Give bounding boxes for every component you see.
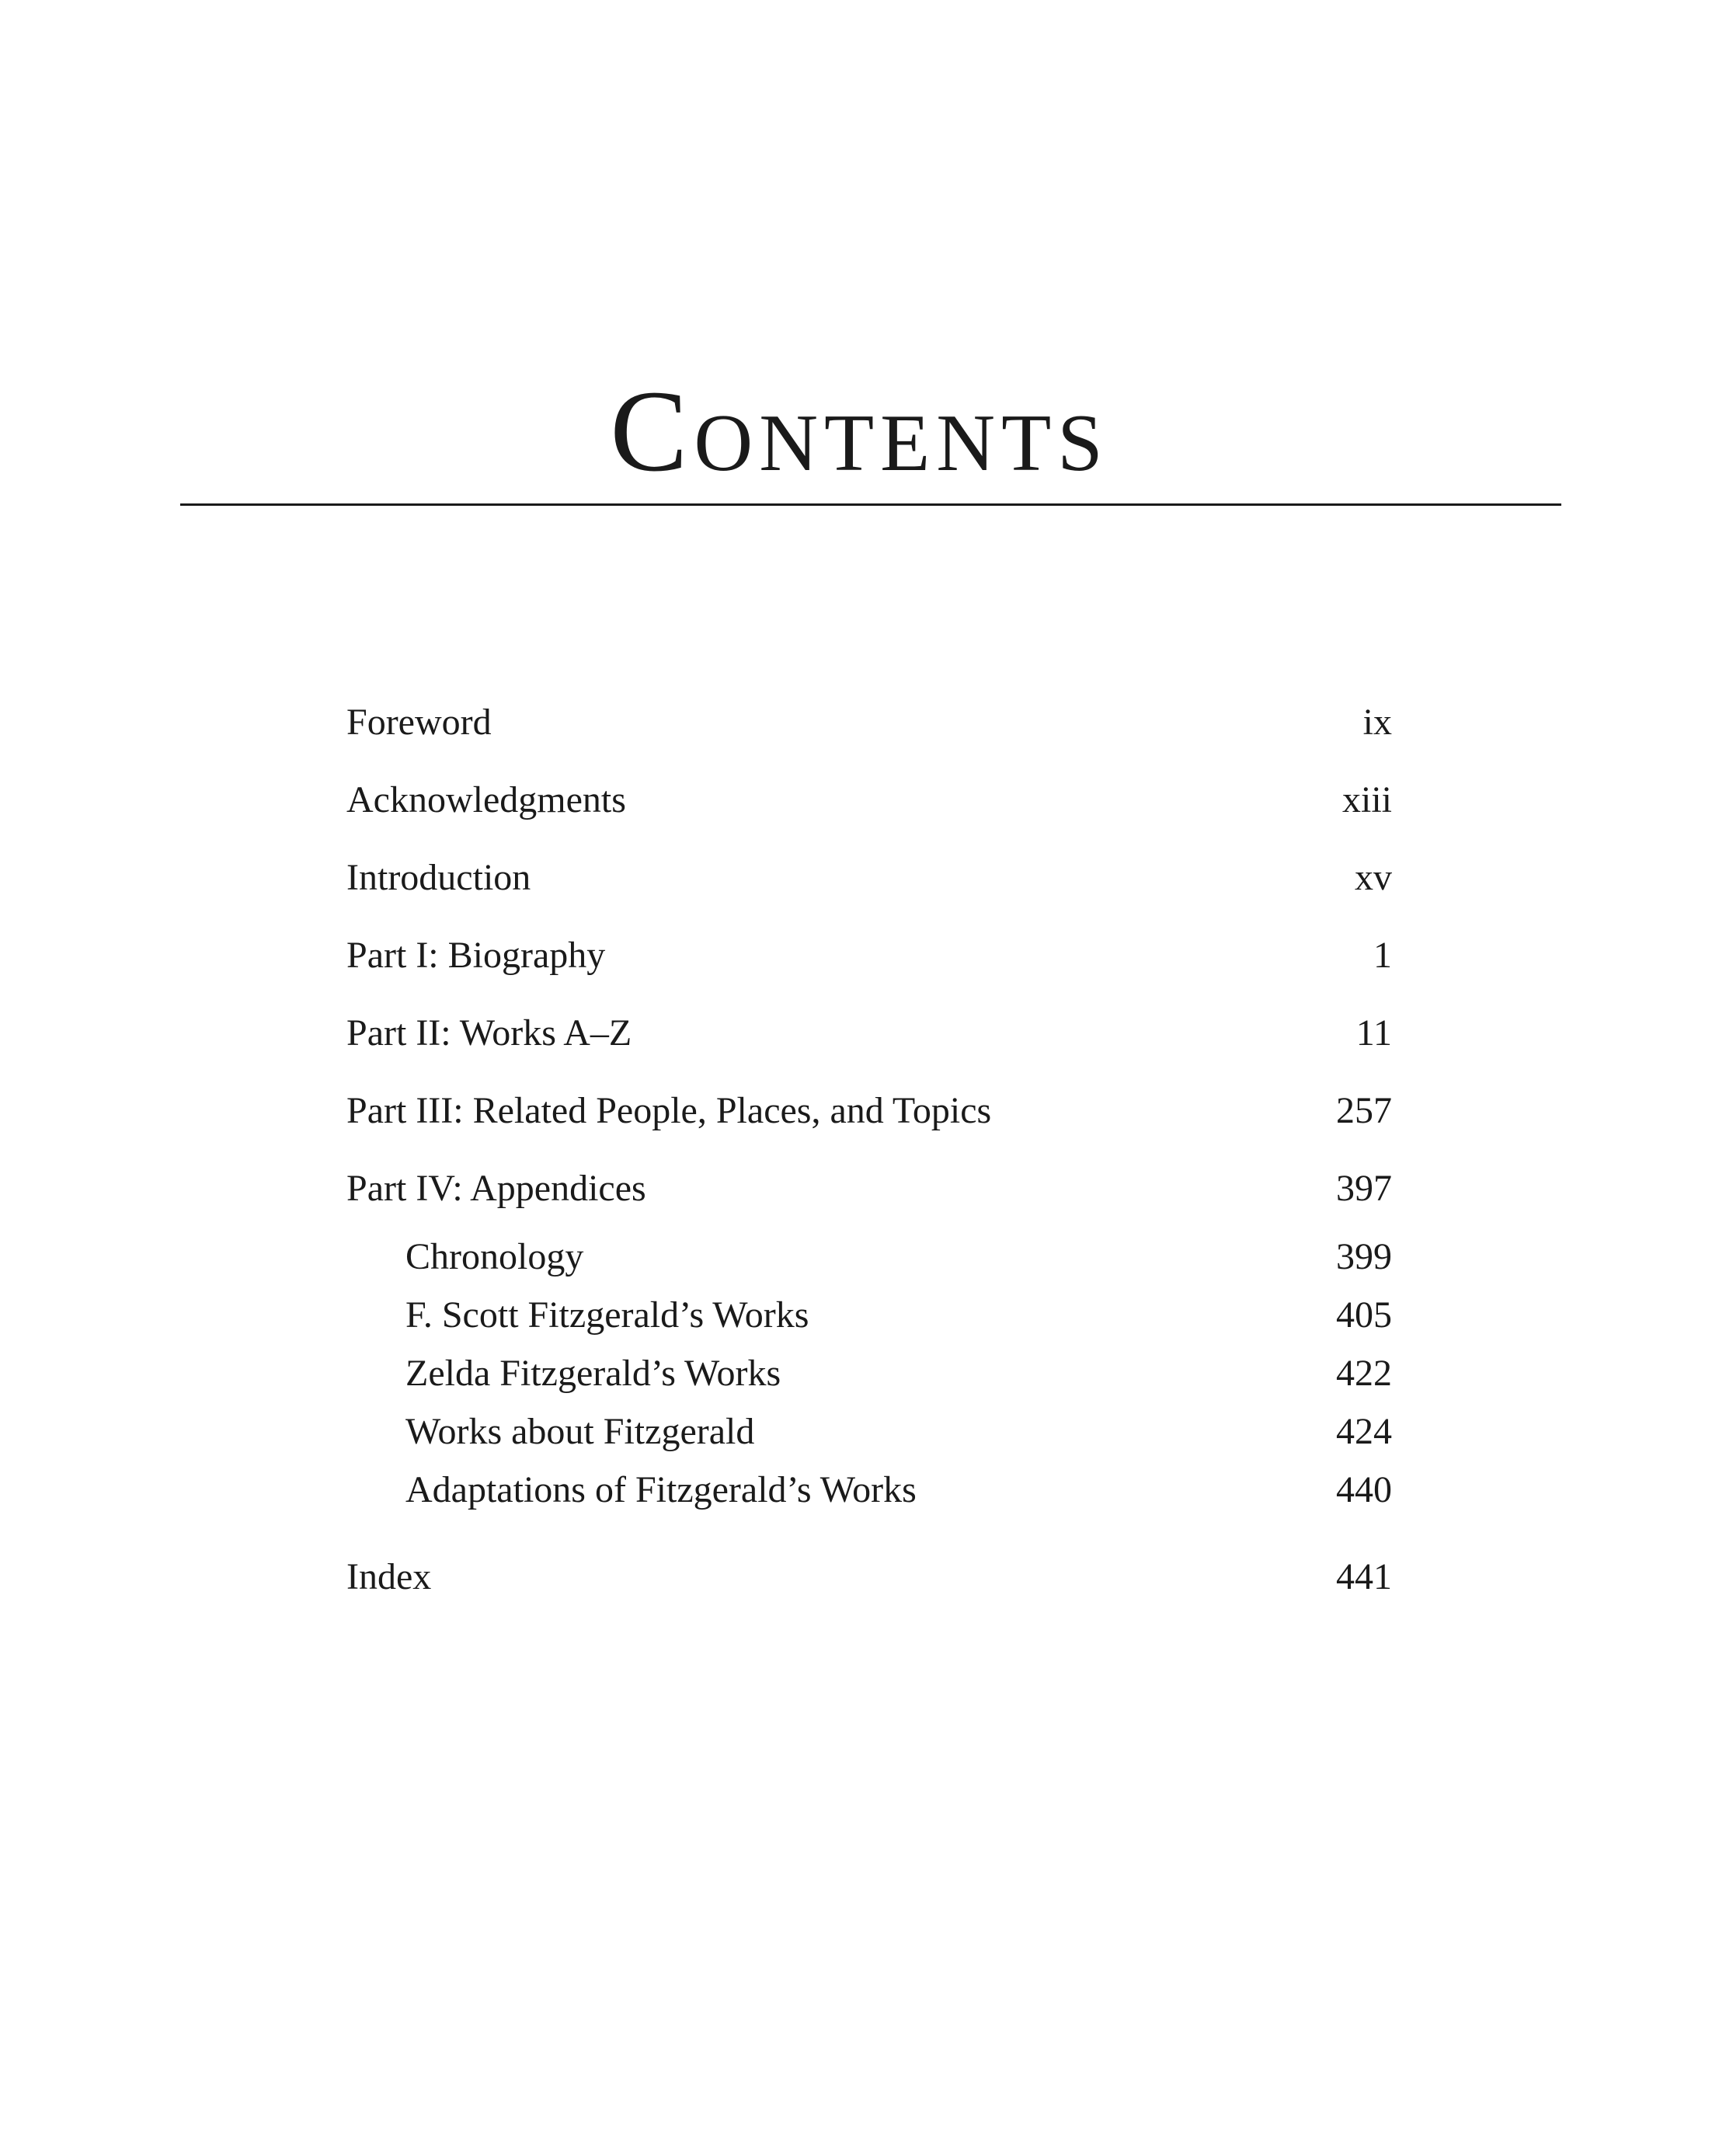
toc-entry-part-3[interactable] [346,1072,1392,1150]
page-title: Contents [610,367,1109,496]
toc-entry-label: Part IV: Appendices [346,1168,646,1209]
toc-subentry-page: 405 [1336,1294,1392,1336]
toc-entry-index[interactable] [346,1538,1392,1616]
toc-subentry-label: Zelda Fitzgerald’s Works [405,1353,781,1394]
toc-subentry-label: Adaptations of Fitzgerald’s Works [405,1469,917,1510]
toc-subentry-adaptations[interactable] [346,1461,1392,1519]
toc-subentry-label: Chronology [405,1236,584,1277]
toc-subentry-page: 422 [1336,1353,1392,1394]
toc-entry-part-1[interactable] [346,917,1392,994]
toc-entry-label: Index [346,1556,432,1597]
toc-entry-page: 11 [1355,1012,1392,1054]
toc-entry-page: ix [1362,702,1392,743]
toc-entry-page: 257 [1336,1090,1392,1131]
toc-entry-part-2[interactable] [346,994,1392,1072]
toc-subentry-zelda-works[interactable] [346,1344,1392,1402]
toc-entry-page: 441 [1336,1556,1392,1597]
toc-entry-page: 397 [1336,1168,1392,1209]
toc-subentry-label: F. Scott Fitzgerald’s Works [405,1294,809,1336]
toc-entry-label: Acknowledgments [346,779,626,820]
toc-subentry-fscott-works[interactable] [346,1286,1392,1344]
toc-entry-foreword[interactable] [346,684,1392,761]
toc-entry-label: Part I: Biography [346,935,606,976]
toc-entry-acknowledgments[interactable] [346,761,1392,839]
toc-subentry-page: 399 [1336,1236,1392,1277]
toc-subentry-page: 440 [1336,1469,1392,1510]
toc-subentry-works-about[interactable] [346,1402,1392,1461]
toc-entry-label: Foreword [346,702,492,743]
toc-subentry-chronology[interactable] [346,1228,1392,1286]
table-of-contents [346,684,1392,1616]
toc-subentry-page: 424 [1336,1411,1392,1452]
toc-entry-page: xv [1355,857,1392,898]
toc-entry-label: Introduction [346,857,531,898]
toc-entry-part-4[interactable] [346,1150,1392,1228]
toc-entry-label: Part II: Works A–Z [346,1012,632,1054]
toc-subentry-label: Works about Fitzgerald [405,1411,755,1452]
title-rule [180,503,1561,506]
toc-entry-label: Part III: Related People, Places, and Topics [346,1090,992,1131]
toc-entry-page: 1 [1373,935,1392,976]
toc-entry-introduction[interactable] [346,839,1392,917]
toc-entry-page: xiii [1341,779,1392,820]
